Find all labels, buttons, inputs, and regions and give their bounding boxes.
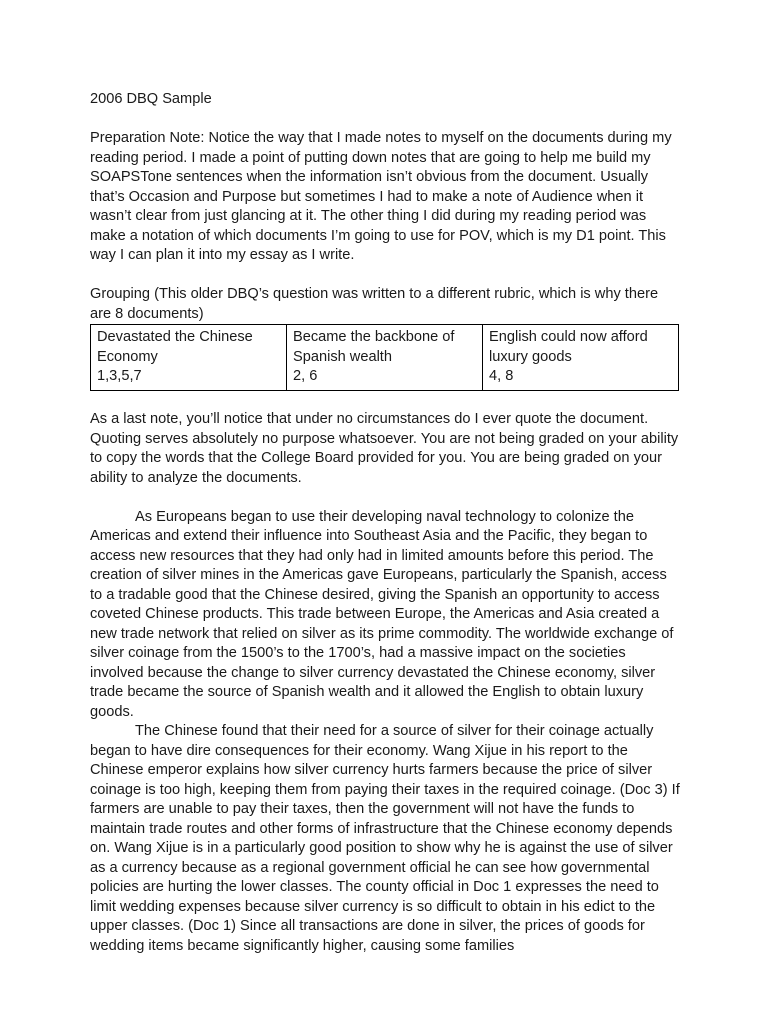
document-page: [90, 90, 682, 956]
grouping-table-row: [91, 325, 679, 391]
preparation-note: Preparation Note: Notice the way that I made notes to myself on the documents during my reading period. I made a point of putting down notes that are going to help me build my SOAPSTone sentences when the information isn’t obvious from the document. Usually that’s Occasion and Purpose but sometimes I had to make a note of Audience when it wasn’t clear from just glancing at it. The other thing I did during my reading period was make a notation of which documents I’m going to use for POV, which is my D1 point. This way I can plan it into my essay as I write.: [90, 130, 672, 263]
grouping-table: [90, 324, 679, 391]
grouping-docs: 2, 6: [293, 368, 318, 384]
grouping-docs: 1,3,5,7: [97, 368, 142, 384]
essay-body: [90, 508, 682, 957]
grouping-cell-spanish-wealth: [287, 325, 483, 391]
last-note: As a last note, you’ll notice that under no circumstances do I ever quote the document. Quoting serves absolutely no purpose whatsoever. You are not being graded on your ability to copy the words that the College Board provided for you. You are being graded on your ability to analyze the documents.: [90, 411, 679, 486]
essay-paragraph-intro: As Europeans began to use their developing naval technology to colonize the Americas and extend their influence into Southeast Asia and the Pacific, they began to access new resources that they had only had in limited amounts before this period. The creation of silver mines in the Americas gave Europeans, particularly the Spanish, access to a tradable good that the Chinese desired, giving the Spanish an opportunity to access coveted Chinese products. This trade between Europe, the Americas and Asia created a new trade network that relied on silver as its prime commodity. The worldwide exchange of silver coinage from the 1500’s to the 1700’s, had a massive impact on the societies involved because the change to silver currency devastated the Chinese economy, silver trade became the source of Spanish wealth and it allowed the English to obtain luxury goods.: [90, 508, 674, 720]
grouping-heading: English could now afford luxury goods: [489, 329, 648, 365]
grouping-docs: 4, 8: [489, 368, 514, 384]
grouping-heading: Devastated the Chinese Economy: [97, 329, 253, 365]
document-title: 2006 DBQ Sample: [90, 91, 212, 107]
grouping-cell-chinese-economy: [91, 325, 287, 391]
grouping-heading: Became the backbone of Spanish wealth: [293, 329, 455, 365]
grouping-cell-luxury-goods: [483, 325, 679, 391]
grouping-intro: Grouping (This older DBQ’s question was written to a different rubric, which is why there are 8 documents): [90, 286, 659, 322]
essay-paragraph-body: The Chinese found that their need for a source of silver for their coinage actually began to have dire consequences for their economy. Wang Xijue in his report to the Chinese emperor explains how silver currency hurts farmers because the price of silver coinage is too high, keeping them from paying their taxes in the required coinage. (Doc 3) If farmers are unable to pay their taxes, then the government will not have the funds to maintain trade routes and other forms of infrastructure that the Chinese economy depends on. Wang Xijue is in a particularly good position to show why he is against the use of silver as a currency because as a regional government official he can see how governmental policies are hurting the lower classes. The county official in Doc 1 expresses the need to limit wedding expenses because silver currency is so difficult to obtain in his edict to the upper classes. (Doc 1) Since all transactions are done in silver, the prices of goods for wedding items became significantly higher, causing some families: [90, 723, 680, 954]
